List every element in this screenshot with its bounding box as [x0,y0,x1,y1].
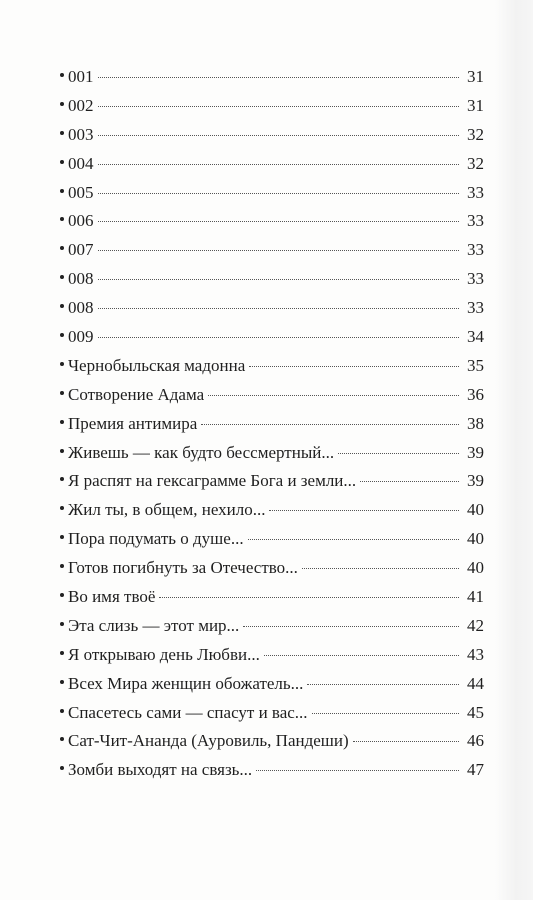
dot-leader [98,164,460,165]
toc-entry-title: 004 [68,153,94,173]
bullet-icon [60,680,64,684]
bullet-icon [60,477,64,481]
toc-entry [60,179,484,208]
toc-entry-title: Я открываю день Любви... [68,644,260,664]
dot-leader [312,713,459,714]
toc-entry-page-number: 47 [467,760,484,780]
toc-entry [60,496,484,525]
toc-entry [60,525,484,554]
toc-entry [60,756,484,785]
toc-entry-page-number: 40 [467,529,484,549]
dot-leader [98,308,460,309]
dot-leader [98,279,460,280]
toc-entry [60,439,484,468]
toc-entry-title: 008 [68,298,94,318]
toc-entry [60,641,484,670]
toc-entry-title: Во имя твоё [68,587,156,607]
toc-entry-title: Всех Мира женщин обожатель... [68,673,304,693]
dot-leader [98,250,460,251]
bullet-icon [60,506,64,510]
dot-leader [98,77,460,78]
bullet-icon [60,766,64,770]
table-of-contents [60,63,484,785]
bullet-icon [60,189,64,193]
toc-entry-title: 007 [68,240,94,260]
toc-entry [60,670,484,699]
toc-entry [60,612,484,641]
toc-entry-page-number: 32 [467,124,484,144]
dot-leader [98,135,460,136]
toc-entry [60,121,484,150]
dot-leader [249,366,459,367]
toc-entry-page-number: 31 [467,67,484,86]
bullet-icon [60,737,64,741]
toc-entry-page-number: 32 [467,153,484,173]
toc-entry-page-number: 38 [467,413,484,433]
toc-entry-page-number: 39 [467,471,484,491]
toc-entry-page-number: 42 [467,615,484,635]
toc-entry [60,207,484,236]
toc-entry-title: 006 [68,211,94,231]
toc-entry [60,467,484,496]
bullet-icon [60,362,64,366]
toc-entry-title: 003 [68,124,94,144]
bullet-icon [60,246,64,250]
bullet-icon [60,622,64,626]
toc-entry [60,381,484,410]
bullet-icon [60,275,64,279]
toc-entry-page-number: 46 [467,731,484,751]
bullet-icon [60,564,64,568]
toc-entry-page-number: 33 [467,182,484,202]
toc-entry-title: Живешь — как будто бессмертный... [68,442,335,462]
toc-entry-page-number: 41 [467,587,484,607]
toc-entry-title: Премия антимира [68,413,198,433]
page-edge-shadow [495,0,533,900]
toc-entry [60,410,484,439]
toc-entry-page-number: 44 [467,673,484,693]
toc-entry-page-number: 33 [467,240,484,260]
toc-entry-page-number: 40 [467,558,484,578]
dot-leader [360,481,459,482]
dot-leader [159,597,459,598]
bullet-icon [60,304,64,308]
toc-entry-title: Спасетесь сами — спасут и вас... [68,702,308,722]
toc-entry-page-number: 35 [467,355,484,375]
toc-entry [60,323,484,352]
toc-entry-title: Сотворение Адама [68,384,205,404]
toc-entry-title: Зомби выходят на связь... [68,760,253,780]
dot-leader [307,684,459,685]
toc-entry-page-number: 45 [467,702,484,722]
dot-leader [269,510,459,511]
toc-entry-title: 008 [68,269,94,289]
bullet-icon [60,420,64,424]
toc-entry-title: Жил ты, в общем, нехило... [68,500,266,520]
toc-entry [60,150,484,179]
toc-entry-title: Чернобыльская мадонна [68,355,246,375]
bullet-icon [60,391,64,395]
bullet-icon [60,73,64,77]
toc-entry [60,294,484,323]
toc-entry-title: Готов погибнуть за Отечество... [68,558,298,578]
toc-entry-title: Пора подумать о душе... [68,529,244,549]
toc-entry [60,236,484,265]
toc-entry-page-number: 36 [467,384,484,404]
toc-entry-title: 002 [68,95,94,115]
bullet-icon [60,102,64,106]
toc-entry [60,699,484,728]
bullet-icon [60,131,64,135]
bullet-icon [60,593,64,597]
toc-entry-title: 005 [68,182,94,202]
toc-entry-page-number: 31 [467,95,484,115]
dot-leader [248,539,459,540]
dot-leader [201,424,459,425]
toc-entry [60,352,484,381]
dot-leader [243,626,459,627]
toc-entry [60,92,484,121]
dot-leader [353,741,459,742]
toc-entry-page-number: 33 [467,298,484,318]
toc-entry-title: Эта слизь — этот мир... [68,615,240,635]
toc-entry-title: 009 [68,327,94,347]
bullet-icon [60,709,64,713]
toc-entry [60,554,484,583]
toc-entry [60,727,484,756]
dot-leader [98,221,460,222]
dot-leader [302,568,459,569]
bullet-icon [60,333,64,337]
toc-entry [60,63,484,92]
toc-entry-title: Сат-Чит-Ананда (Ауровиль, Пандеши) [68,731,349,751]
bullet-icon [60,217,64,221]
dot-leader [208,395,459,396]
dot-leader [98,337,460,338]
toc-entry-page-number: 34 [467,327,484,347]
dot-leader [98,106,460,107]
toc-entry-page-number: 39 [467,442,484,462]
dot-leader [264,655,459,656]
dot-leader [256,770,459,771]
bullet-icon [60,535,64,539]
bullet-icon [60,651,64,655]
toc-entry-page-number: 43 [467,644,484,664]
toc-entry-title: 001 [68,67,94,86]
toc-entry [60,265,484,294]
toc-entry-page-number: 33 [467,269,484,289]
toc-entry-page-number: 40 [467,500,484,520]
bullet-icon [60,160,64,164]
bullet-icon [60,449,64,453]
toc-entry [60,583,484,612]
toc-entry-title: Я распят на гексаграмме Бога и земли... [68,471,357,491]
toc-entry-page-number: 33 [467,211,484,231]
dot-leader [338,453,459,454]
dot-leader [98,193,460,194]
